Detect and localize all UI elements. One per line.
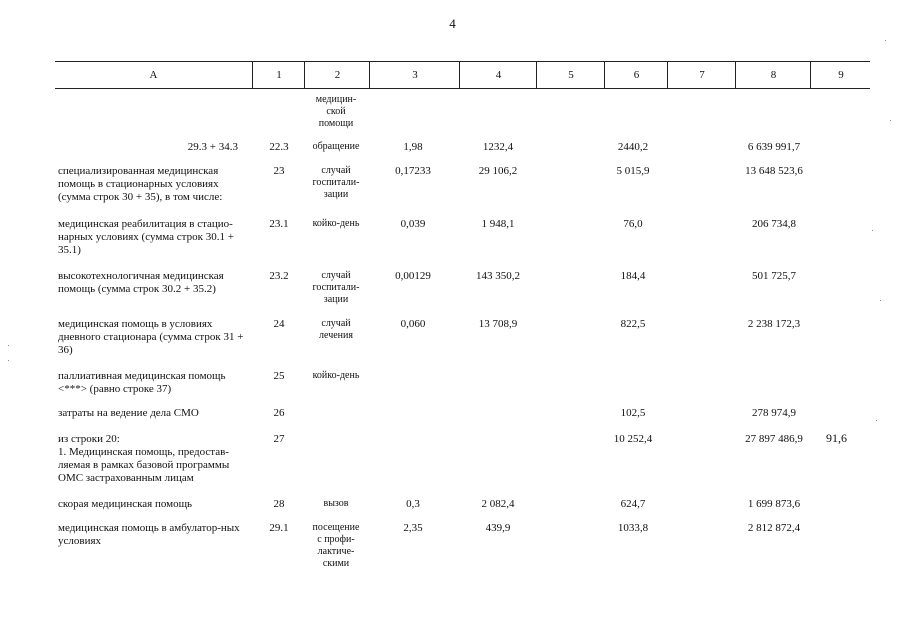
- row-col4: 143 350,2: [476, 270, 520, 282]
- row-col3: 1,98: [403, 141, 423, 153]
- row-col4: 29 106,2: [478, 165, 518, 177]
- row-col4: 13 708,9: [478, 318, 518, 330]
- row-col6: 1033,8: [617, 522, 649, 534]
- header-col-1: 1: [252, 62, 305, 88]
- row-col6: 184,4: [620, 270, 646, 282]
- row-col4: 1 948,1: [481, 218, 515, 230]
- header-col-7: 7: [667, 62, 736, 88]
- header-col-5: 5: [536, 62, 605, 88]
- row-name: затраты на ведение дела СМО: [58, 407, 199, 419]
- scan-speck: [8, 360, 9, 361]
- row-unit: койко-день: [312, 370, 360, 381]
- row-col8: 278 974,9: [752, 407, 796, 419]
- row-name: высокотехнологичная медицинская помощь (сумма строк 30.2 + 35.2): [58, 270, 224, 295]
- row-name: из строки 20: 1. Медицинская помощь, предостав-ляемая в рамках базовой программы ОМС застрахованным лицам: [58, 433, 230, 484]
- row-name: специализированная медицинская помощь в стационарных условиях (сумма строк 30 + 35), в том числе:: [58, 165, 223, 203]
- row-col6: 5 015,9: [616, 165, 650, 177]
- row-code: 28: [273, 498, 285, 510]
- row-col4: 439,9: [485, 522, 511, 534]
- row-col6: 624,7: [620, 498, 646, 510]
- row-code: 23: [273, 165, 285, 177]
- row-col4: 1232,4: [482, 141, 514, 153]
- row-unit: медицин- ской помощи: [315, 94, 357, 129]
- scan-speck: [880, 300, 881, 301]
- row-col8: 2 812 872,4: [747, 522, 801, 534]
- row-code: 24: [273, 318, 285, 330]
- row-name: скорая медицинская помощь: [58, 498, 193, 510]
- row-col6: 10 252,4: [613, 433, 653, 445]
- row-unit: обращение: [312, 141, 360, 152]
- row-unit: вызов: [323, 498, 349, 509]
- scan-speck: [876, 420, 877, 421]
- row-col3: 2,35: [403, 522, 423, 534]
- row-col3: 0,060: [400, 318, 426, 330]
- row-name: медицинская реабилитация в стацио-нарных условиях (сумма строк 30.1 + 35.1): [58, 218, 234, 256]
- header-col-a: А: [149, 69, 158, 81]
- row-col9: 91,6: [826, 431, 847, 445]
- row-col8: 206 734,8: [752, 218, 796, 230]
- header-col-9: 9: [810, 62, 871, 88]
- row-name: медицинская помощь в условиях дневного стационара (сумма строк 31 + 36): [58, 318, 244, 356]
- row-unit: случай госпитали- зации: [312, 165, 360, 200]
- row-col8: 2 238 172,3: [747, 318, 801, 330]
- row-name: 29.3 + 34.3: [187, 141, 238, 153]
- row-col6: 822,5: [620, 318, 646, 330]
- row-col8: 6 639 991,7: [747, 141, 801, 153]
- row-code: 23.1: [269, 218, 289, 230]
- header-col-3: 3: [369, 62, 460, 88]
- row-col3: 0,00129: [395, 270, 431, 282]
- header-col-2: 2: [304, 62, 370, 88]
- row-col4: 2 082,4: [481, 498, 515, 510]
- row-col3: 0,17233: [395, 165, 431, 177]
- page-number: 4: [449, 16, 456, 31]
- row-col6: 102,5: [620, 407, 646, 419]
- header-col-4: 4: [459, 62, 537, 88]
- header-bottom-rule: [55, 88, 870, 89]
- scan-speck: [872, 230, 873, 231]
- header-col-6: 6: [604, 62, 668, 88]
- row-unit: случай лечения: [319, 318, 353, 341]
- row-col8: 1 699 873,6: [747, 498, 801, 510]
- row-col6: 2440,2: [617, 141, 649, 153]
- row-col8: 501 725,7: [752, 270, 796, 282]
- row-col8: 13 648 523,6: [745, 165, 803, 177]
- row-name: медицинская помощь в амбулатор-ных условиях: [58, 522, 240, 547]
- row-code: 27: [273, 433, 285, 445]
- row-col6: 76,0: [623, 218, 643, 230]
- row-unit: посещение с профи- лактиче- скими: [312, 522, 360, 569]
- row-col8: 27 897 486,9: [745, 433, 803, 445]
- scan-speck: [885, 40, 886, 41]
- scan-speck: [8, 345, 9, 346]
- row-code: 25: [273, 370, 285, 382]
- row-unit: койко-день: [312, 218, 360, 229]
- row-col3: 0,039: [400, 218, 426, 230]
- row-code: 22.3: [269, 141, 289, 153]
- row-name: паллиативная медицинская помощь <***> (равно строке 37): [58, 370, 226, 395]
- header-col-8: 8: [735, 62, 811, 88]
- row-unit: случай госпитали- зации: [312, 270, 360, 305]
- row-code: 29.1: [269, 522, 289, 534]
- scan-speck: [890, 120, 891, 121]
- row-col3: 0,3: [406, 498, 420, 510]
- row-code: 26: [273, 407, 285, 419]
- row-code: 23.2: [269, 270, 289, 282]
